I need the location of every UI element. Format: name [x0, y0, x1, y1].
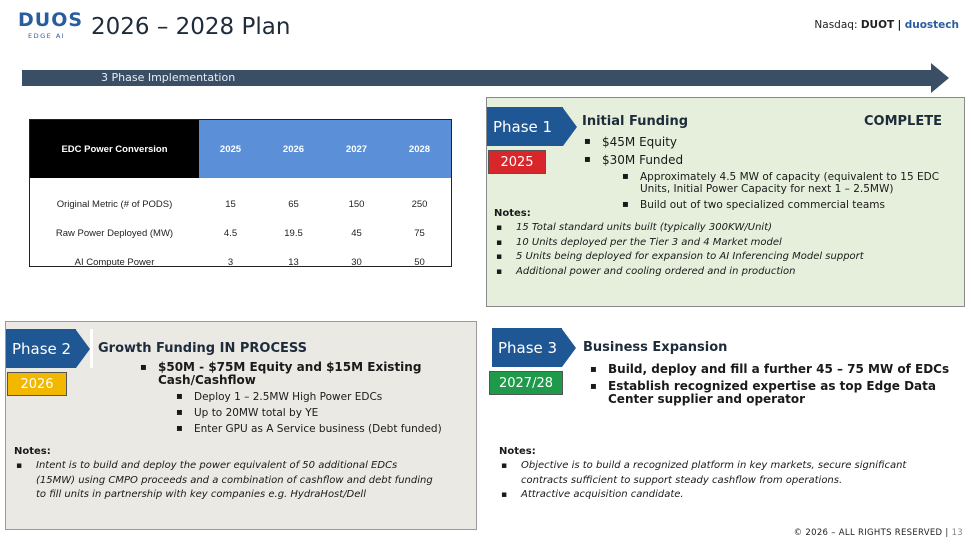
list-item: ▪ 10 Units deployed per the Tier 3 and 4 Market model	[494, 236, 954, 251]
phase3-bullets	[586, 363, 961, 410]
arrow-head-icon	[931, 63, 949, 93]
ticker-symbol: DUOT	[860, 19, 895, 31]
phase3-heading: Business Expansion	[583, 340, 728, 355]
phase1-heading: Initial Funding	[582, 114, 689, 129]
phase3-year-badge: 2027/28	[489, 371, 563, 395]
phase1-notes	[494, 221, 954, 279]
table-header-row	[30, 120, 451, 178]
list-item: ▪ $30M Funded	[580, 151, 960, 169]
phase3-tag-label: Phase 3	[492, 328, 562, 367]
phase1-notes-label: Notes:	[494, 208, 531, 219]
phase2-tag-label: Phase 2	[6, 329, 76, 368]
list-item: ▪ $50M - $75M Equity and $15M Existing Cash/Cashflow	[136, 361, 436, 387]
phase1-status: COMPLETE	[864, 114, 942, 129]
list-item: ▪ $45M Equity	[580, 133, 960, 151]
duos-logo	[18, 9, 84, 48]
phase2-tag	[6, 329, 93, 368]
table-cell: Raw Power Deployed (MW)	[55, 228, 174, 239]
list-item: ▪ Build, deploy and fill a further 45 – 75 MW of EDCs	[586, 363, 961, 376]
list-item: ▪ Intent is to build and deploy the power equivalent of 50 additional EDCs (15MW) using CMPO proceeds and a combination of cashflow and debt funding to fill units in partnership with key companies e.g. HydraHost/Dell	[14, 459, 434, 503]
list-item: ▪ Deploy 1 – 2.5MW High Power EDCs	[172, 391, 462, 403]
phase3-tag	[492, 328, 576, 367]
logo-subtext: EDGE AI	[28, 32, 66, 40]
table-cell: 30	[351, 257, 362, 268]
table-row	[30, 219, 451, 248]
logo-text: DUOS	[18, 9, 84, 31]
phase1-year-badge: 2025	[488, 150, 546, 174]
page-title: 2026 – 2028 Plan	[91, 14, 291, 40]
nasdaq-label: Nasdaq:	[814, 19, 858, 31]
list-item: ▪ 5 Units being deployed for expansion to AI Inferencing Model support	[494, 250, 954, 265]
phase2-year-badge: 2026	[7, 372, 67, 396]
phase2-notes-label: Notes:	[14, 446, 51, 457]
table-row	[30, 248, 451, 277]
phase2-sub-bullets	[172, 391, 462, 439]
table-cell: 19.5	[284, 228, 303, 239]
phase2-heading: Growth Funding IN PROCESS	[98, 341, 308, 356]
table-header-cell: 2026	[262, 120, 325, 178]
list-item: ▪ Enter GPU as A Service business (Debt funded)	[172, 423, 462, 435]
table-cell: 50	[414, 257, 425, 268]
phase2-bullets	[136, 361, 436, 391]
table-cell: 150	[348, 199, 365, 210]
list-item: ▪ Up to 20MW total by YE	[172, 407, 462, 419]
table-cell: 45	[351, 228, 362, 239]
copyright-text: © 2026 – ALL RIGHTS RESERVED |	[793, 528, 949, 538]
table-header-cell: 2027	[325, 120, 388, 178]
table-header-cell: EDC Power Conversion	[30, 120, 199, 178]
list-item: ▪ Approximately 4.5 MW of capacity (equivalent to 15 EDC Units, Initial Power Capacity for next 1 – 2.5MW)	[618, 171, 958, 195]
table-cell: 250	[411, 199, 428, 210]
footer	[794, 528, 963, 538]
list-item: ▪ Build out of two specialized commercial teams	[618, 199, 958, 211]
phase1-sub-bullets	[618, 171, 958, 215]
table-cell: 15	[225, 199, 236, 210]
table-cell: 3	[227, 257, 234, 268]
phase1-tag-label: Phase 1	[487, 107, 563, 146]
table-cell: 4.5	[223, 228, 238, 239]
list-item: ▪ Additional power and cooling ordered and in production	[494, 265, 954, 280]
table-header-cell: 2025	[199, 120, 262, 178]
phase3-notes	[499, 459, 939, 503]
list-item: ▪ Attractive acquisition candidate.	[499, 488, 939, 503]
phase2-notes	[14, 459, 434, 503]
ticker-separator: |	[897, 19, 902, 31]
banner-text: 3 Phase Implementation	[101, 71, 236, 84]
edc-power-table	[29, 119, 452, 267]
table-cell: 65	[288, 199, 299, 210]
phase3-notes-label: Notes:	[499, 446, 536, 457]
phase1-tag	[487, 107, 577, 146]
table-cell: AI Compute Power	[74, 257, 155, 268]
page-number: 13	[951, 528, 963, 538]
list-item: ▪ Objective is to build a recognized platform in key markets, secure significant contracts sufficient to support steady cashflow from operations.	[499, 459, 939, 488]
phase1-bullets	[580, 133, 960, 169]
ticker-line	[814, 19, 959, 31]
list-item: ▪ 15 Total standard units built (typically 300KW/Unit)	[494, 221, 954, 236]
brand-name: duostech	[904, 19, 959, 31]
table-row	[30, 190, 451, 219]
table-cell: 75	[414, 228, 425, 239]
table-header-cell: 2028	[388, 120, 451, 178]
list-item: ▪ Establish recognized expertise as top Edge Data Center supplier and operator	[586, 380, 961, 406]
table-cell: Original Metric (# of PODS)	[56, 199, 173, 210]
table-cell: 13	[288, 257, 299, 268]
